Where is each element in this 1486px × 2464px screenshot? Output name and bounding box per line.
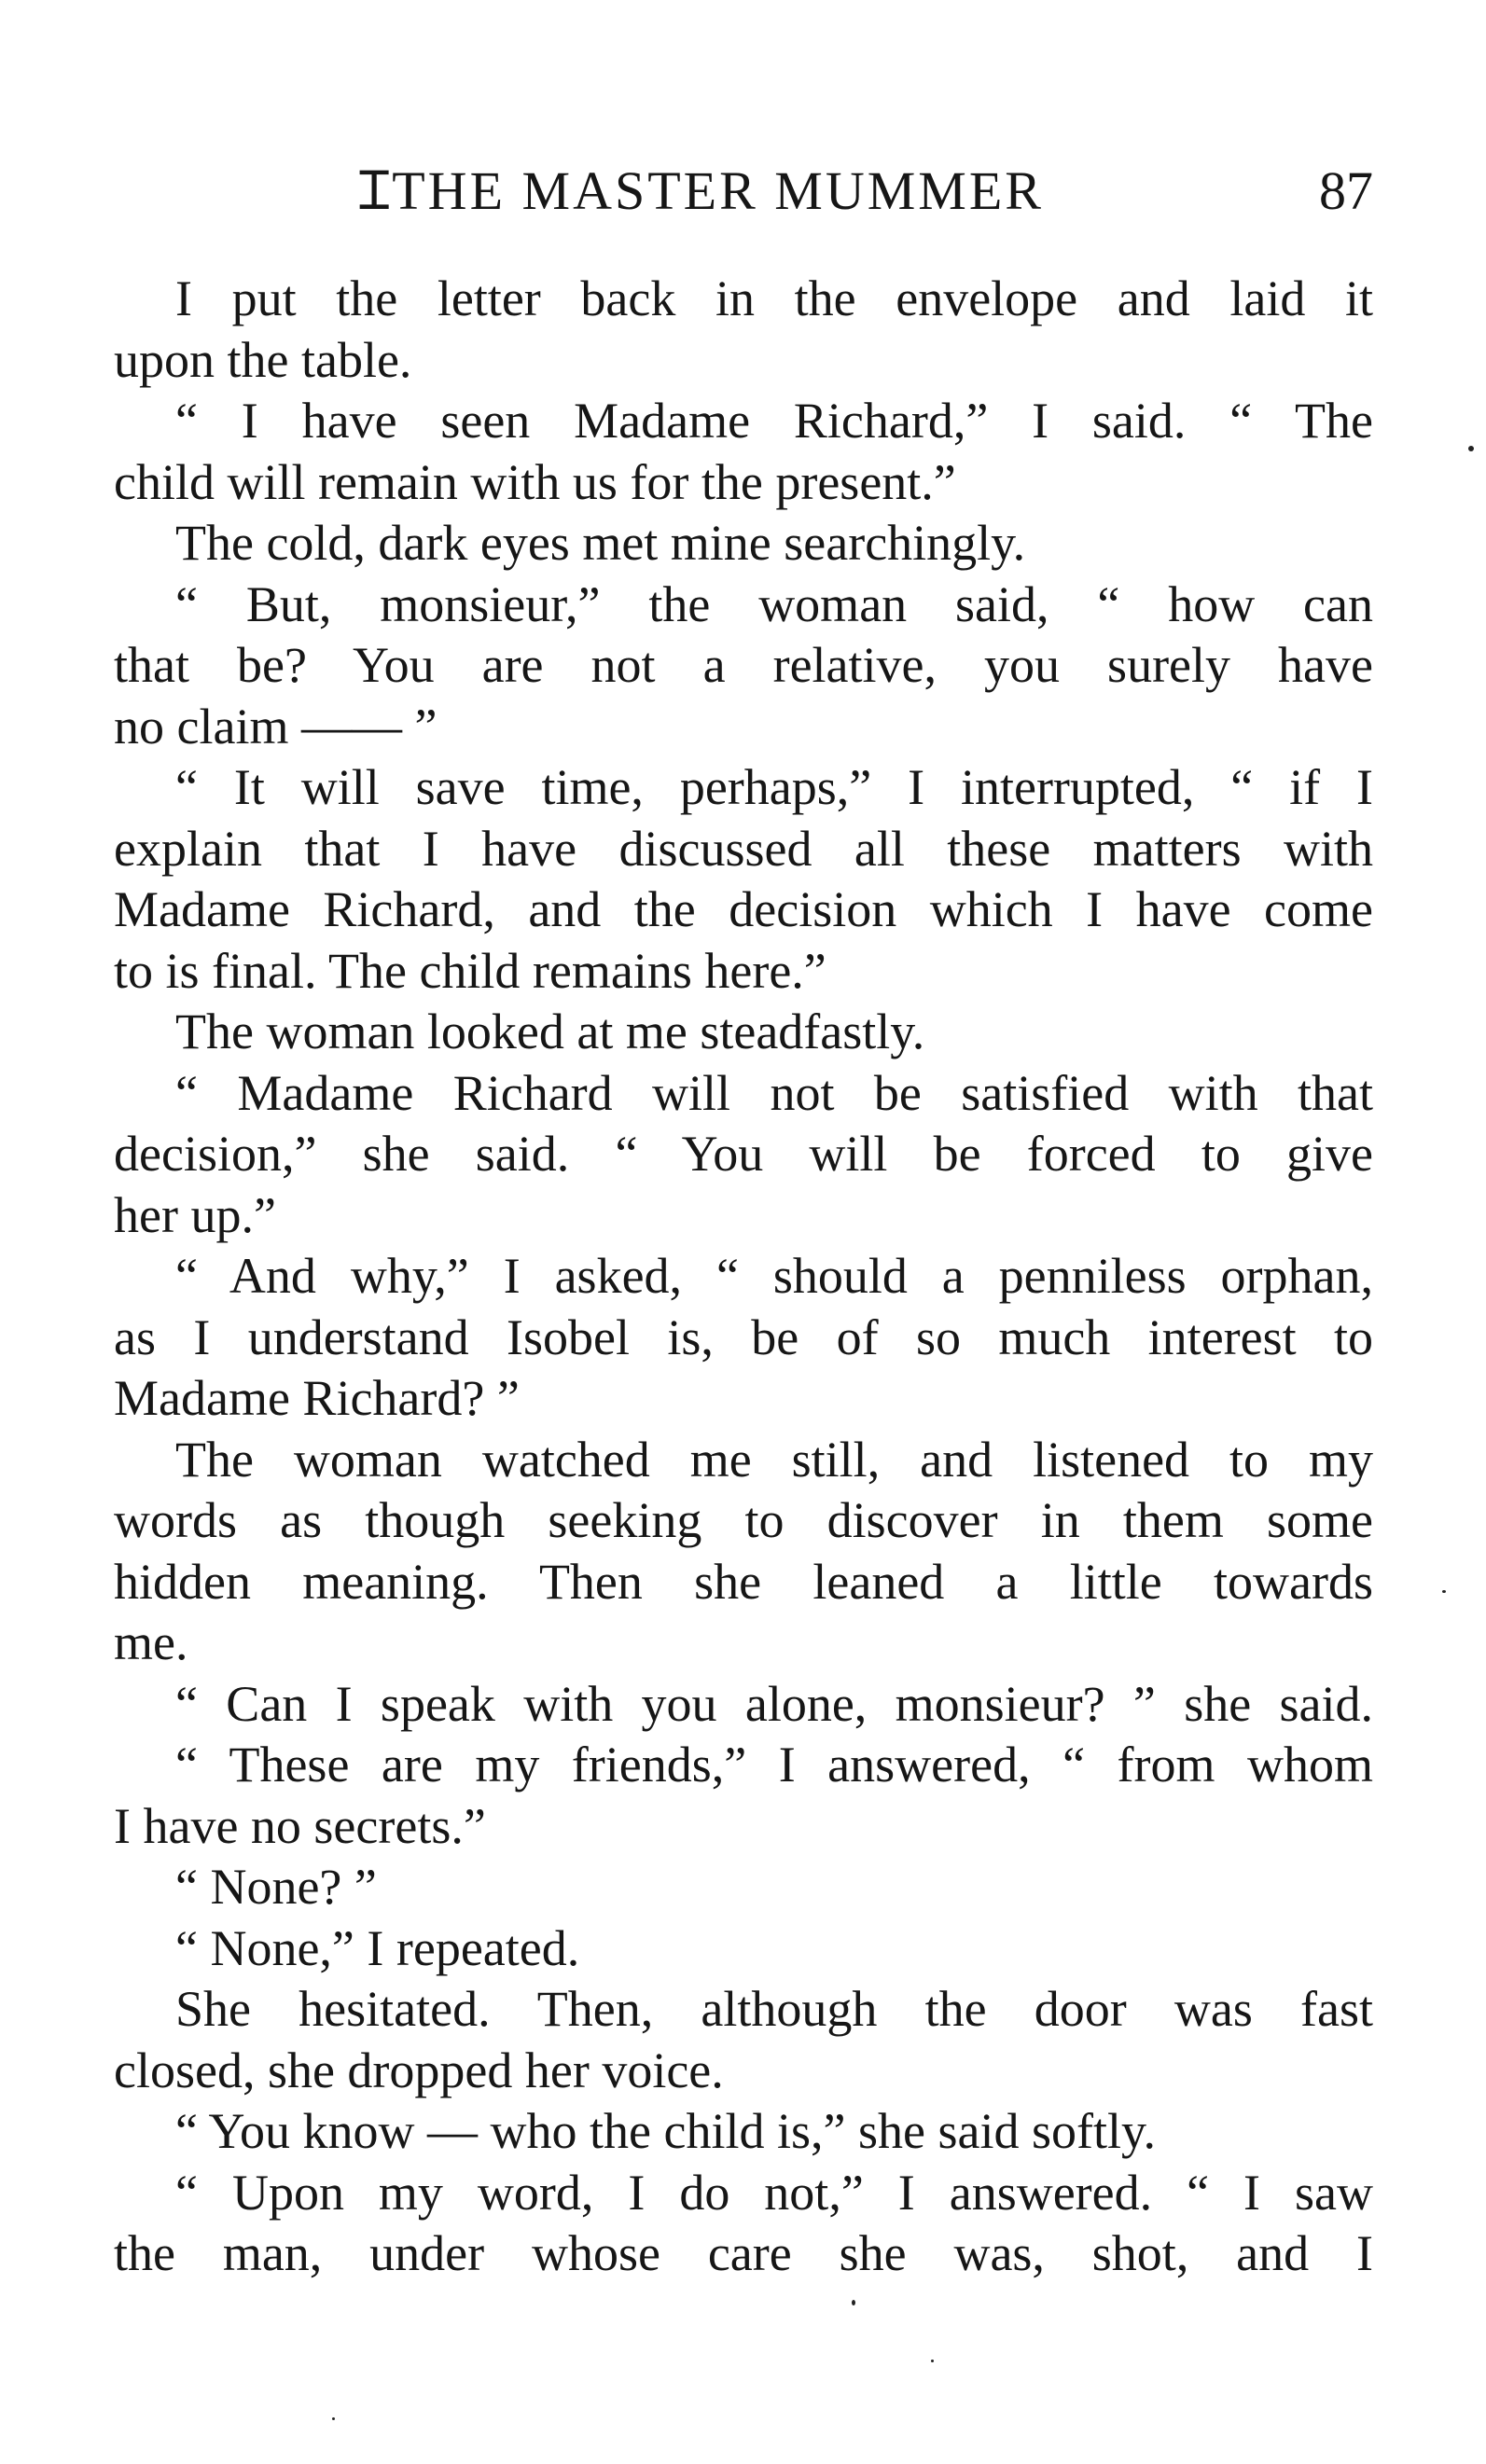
scan-speck (1442, 1590, 1446, 1593)
text-line: “ You know — who the child is,” she said softly. (175, 2103, 1156, 2159)
text-line: explain that I have discussed all these matters with (114, 820, 1373, 877)
text-line: “ None,” I repeated. (175, 1919, 580, 1976)
running-head (114, 154, 1373, 228)
text-line: Madame Richard, and the decision which I have come (114, 881, 1373, 937)
text-line: Madame Richard? ” (114, 1370, 520, 1426)
text-line: decision,” she said. “ You will be forced to give (114, 1126, 1373, 1182)
text-line: to is final. The child remains here.” (114, 942, 826, 999)
text-line: her up.” (114, 1186, 276, 1243)
text-line: I have no secrets.” (114, 1797, 486, 1854)
text-line: “ But, monsieur,” the woman said, “ how can (175, 575, 1373, 632)
text-line: The woman looked at me steadfastly. (175, 1004, 925, 1059)
text-line: no claim —— ” (114, 698, 437, 754)
running-title: ꞮTHE MASTER MUMMER (359, 160, 1044, 221)
text-line: The woman watched me still, and listened to my (175, 1431, 1373, 1488)
scan-speck (852, 2300, 855, 2305)
text-line: me. (114, 1614, 188, 1670)
page-number: 87 (1319, 160, 1373, 221)
text-line: as I understand Isobel is, be of so much interest to (114, 1308, 1373, 1365)
text-line: “ And why,” I asked, “ should a penniless orphan, (175, 1248, 1373, 1304)
scan-speck (1468, 446, 1474, 451)
text-line: “ These are my friends,” I answered, “ from whom (175, 1737, 1373, 1793)
text-line: words as though seeking to discover in them some (114, 1492, 1373, 1548)
text-line: hidden meaning. Then she leaned a little towards (114, 1553, 1373, 1610)
text-line: “ Upon my word, I do not,” I answered. “ I saw (175, 2164, 1373, 2221)
text-line: closed, she dropped her voice. (114, 2042, 724, 2098)
text-line: child will remain with us for the present.” (114, 453, 956, 510)
text-line: “ None? ” (175, 1859, 377, 1915)
scan-speck (931, 2360, 934, 2362)
text-line: “ I have seen Madame Richard,” I said. “ The (175, 393, 1373, 449)
text-line: “ Madame Richard will not be satisfied with that (175, 1064, 1373, 1121)
text-line: upon the table. (114, 331, 412, 388)
text-line: She hesitated. Then, although the door was fast (175, 1981, 1373, 2037)
text-line: that be? You are not a relative, you surely have (114, 637, 1373, 693)
text-line: I put the letter back in the envelope and laid it (175, 270, 1373, 326)
text-line: The cold, dark eyes met mine searchingly. (175, 515, 1026, 571)
text-line: “ It will save time, perhaps,” I interrupted, “ if I (175, 759, 1373, 815)
text-line: “ Can I speak with you alone, monsieur? ” she said. (175, 1675, 1373, 1732)
scan-speck (332, 2417, 335, 2420)
body-text (114, 269, 1373, 2285)
text-line: the man, under whose care she was, shot, and I (114, 2225, 1373, 2281)
